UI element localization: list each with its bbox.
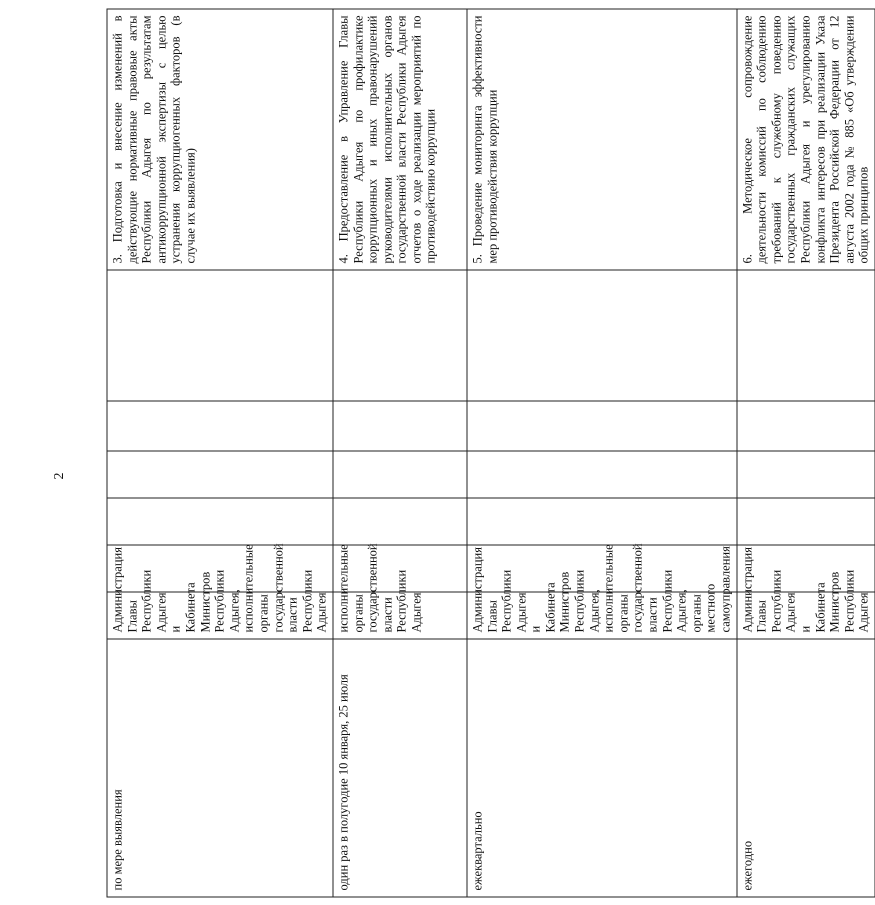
executor-cell: исполнительные органы государственной власти Республики Адыгея <box>333 592 467 639</box>
measure-cell: 6. Методическое сопровождение деятельности комиссий по соблюдению требований к служебному поведению государственных гражданских служащих Республики Адыгея и урегулированию конфликта интересов при реализации Указа Президента Российской Федерации от 12 августа 2002 года № 885 «Об утверждении общих принципов <box>737 9 875 270</box>
empty-cell <box>333 401 467 451</box>
executor-cell: Администрация Главы Республики Адыгея и Кабинета Министров Республики Адыгея, исполнительные органы государственной власти Республики Адыгея <box>107 592 333 639</box>
executor-cell: Администрация Главы Республики Адыгея и Кабинета Министров Республики Адыгея <box>737 592 875 639</box>
empty-cell <box>107 401 333 451</box>
empty-cell <box>107 451 333 498</box>
executor-cell: Администрация Главы Республики Адыгея и Кабинета Министров Республики Адыгея, исполнительные органы государственной власти Республики Адыгея, органы местного самоуправления <box>467 592 737 639</box>
empty-cell <box>333 270 467 401</box>
empty-cell <box>467 401 737 451</box>
empty-cell <box>467 498 737 545</box>
empty-cell <box>467 270 737 401</box>
empty-cell <box>107 498 333 545</box>
empty-cell <box>737 401 875 451</box>
term-cell: по мере выявления <box>107 639 333 897</box>
measure-cell: 4. Предоставление в Управление Главы Республики Адыгея по профилактике коррупционных и иных правонарушений руководителями исполнительных органов государственной власти Республики Адыгея отчетов о ходе реализации мероприятий по противодействию коррупции <box>333 9 467 270</box>
measure-cell: 3. Подготовка и внесение изменений в действующие нормативные правовые акты Республики Адыгея по результатам антикоррупционной экспертизы с целью устранения коррупциогенных факторов (в случае их выявления) <box>107 9 333 270</box>
empty-cell <box>107 270 333 401</box>
empty-cell <box>467 451 737 498</box>
empty-cell <box>333 451 467 498</box>
term-cell: один раз в полугодие 10 января, 25 июля <box>333 639 467 897</box>
table-row <box>737 9 875 897</box>
table-row <box>333 9 467 897</box>
empty-cell <box>737 270 875 401</box>
empty-cell <box>333 498 467 545</box>
page-number: 2 <box>52 472 67 480</box>
measure-cell: 5. Проведение мониторинга эффективности мер противодействия коррупции <box>467 9 737 270</box>
term-cell: ежеквартально <box>467 639 737 897</box>
table-row <box>107 9 333 897</box>
anticorruption-measures-table <box>107 8 875 897</box>
table-row <box>467 9 737 897</box>
term-cell: ежегодно <box>737 639 875 897</box>
rotated-table-sheet <box>107 9 871 897</box>
empty-cell <box>737 498 875 545</box>
empty-cell <box>737 451 875 498</box>
